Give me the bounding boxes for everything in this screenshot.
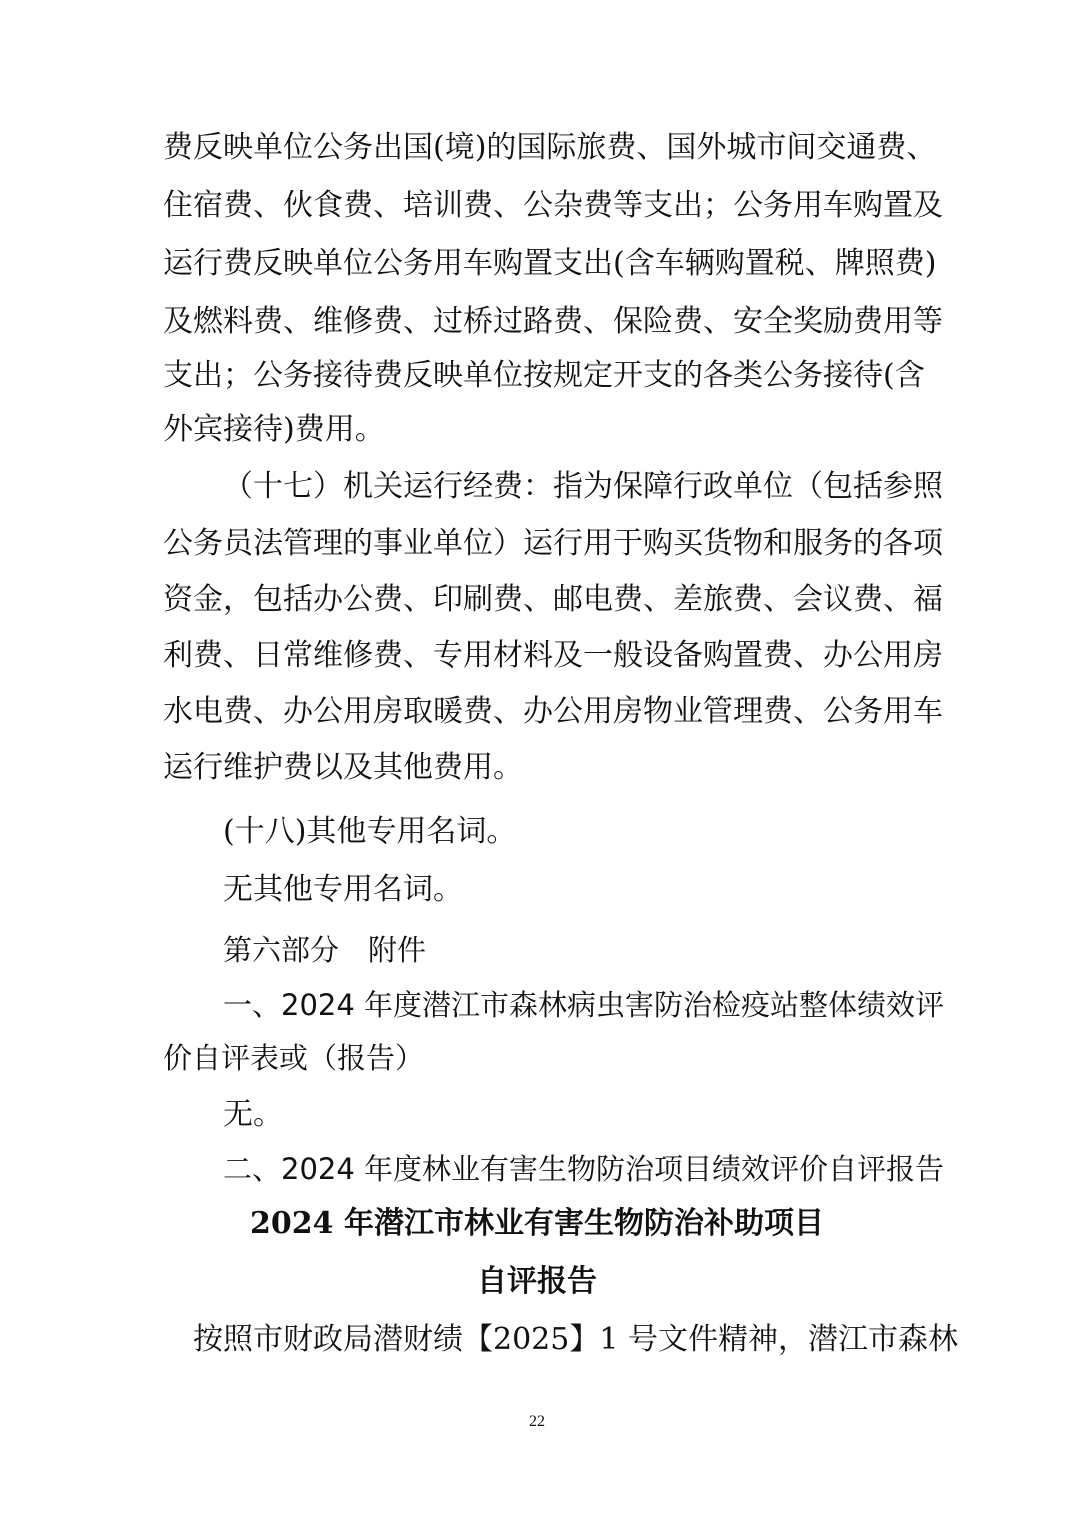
paragraph-line: 按照市财政局潜财绩【2025】1 号文件精神，潜江市森林 (193, 1322, 958, 1357)
paragraph-line: 水电费、办公用房取暖费、办公用房物业管理费、公务用车 (163, 694, 943, 729)
paragraph-line: （十七）机关运行经费：指为保障行政单位（包括参照 (223, 469, 943, 504)
paragraph-line: 资金，包括办公费、印刷费、邮电费、差旅费、会议费、福 (163, 582, 943, 617)
paragraph-line: 利费、日常维修费、专用材料及一般设备购置费、办公用房 (163, 638, 943, 673)
page-number: 22 (529, 1413, 545, 1430)
section-heading: 第六部分 附件 (223, 933, 427, 967)
paragraph-line: (十八)其他专用名词。 (223, 814, 517, 849)
paragraph-line: 及燃料费、维修费、过桥过路费、保险费、安全奖励费用等 (163, 304, 943, 339)
attachment-item-title: 一、2024 年度潜江市森林病虫害防治检疫站整体绩效评 (223, 988, 945, 1022)
paragraph-line: 无其他专用名词。 (223, 872, 463, 907)
attachment-item-body: 无。 (223, 1097, 283, 1132)
paragraph-line: 公务员法管理的事业单位）运行用于购买货物和服务的各项 (163, 526, 943, 561)
attachment-item-title: 价自评表或（报告） (163, 1041, 425, 1075)
paragraph-line: 住宿费、伙食费、培训费、公杂费等支出；公务用车购置及 (163, 188, 943, 223)
paragraph-line: 费反映单位公务出国(境)的国际旅费、国外城市间交通费、 (163, 130, 937, 165)
paragraph-line: 运行维护费以及其他费用。 (163, 750, 523, 785)
paragraph-line: 外宾接待)费用。 (163, 412, 385, 447)
attachment-item-title: 二、2024 年度林业有害生物防治项目绩效评价自评报告 (223, 1152, 945, 1186)
paragraph-line: 支出；公务接待费反映单位按规定开支的各类公务接待(含 (163, 358, 925, 393)
report-title: 2024 年潜江市林业有害生物防治补助项目 (250, 1206, 824, 1241)
report-subtitle: 自评报告 (477, 1264, 597, 1299)
paragraph-line: 运行费反映单位公务用车购置支出(含车辆购置税、牌照费) (163, 246, 937, 281)
